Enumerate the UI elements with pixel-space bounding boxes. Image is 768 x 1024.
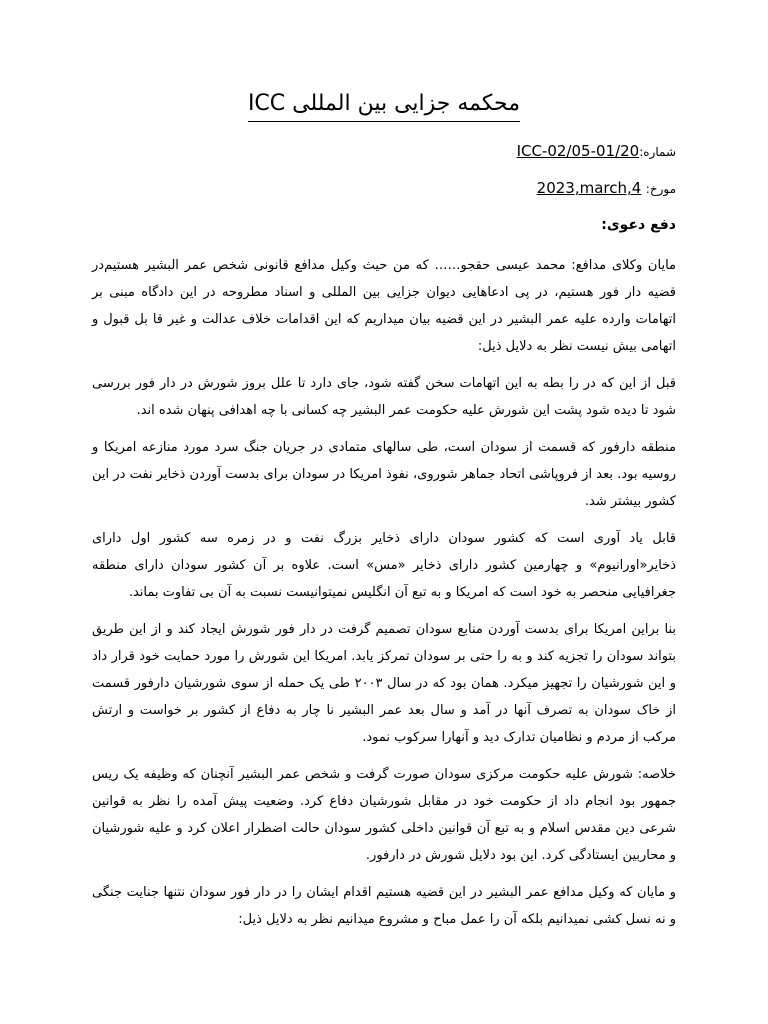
paragraph-5: بنا براین امریکا برای بدست آوردن منابع سودان تصمیم گرفت در دار فور شورش ایجاد کند و از این طریق بتواند سودان را تجزیه کند و به را حتی بر سودان تمرکز یابد. امریکا این شورش را مورد حمایت خود قرار داد و این شورشیان را تجهیز میکرد. همان بود که در سال ۲۰۰۳ طی یک حمله از سوی شورشیان دارفور قسمت از خاک سودان به تصرف آنها در آمد و سال بعد عمر البشیر نا چار به دفاع از کشور بر خواست و ارتش مرکب از مردم و نظامیان تدارک دید و آنهارا سرکوب نمود. xyxy=(92,622,676,745)
paragraph-3: منطقه دارفور که قسمت از سودان است، طی سالهای متمادی در جریان جنگ سرد مورد منازعه امریکا و روسیه بود. بعد از فروپاشی اتحاد جماهر شوروی، نفوذ امریکا در سودان برای بدست آوردن ذخایر نفت در این کشور بیشتر شد. xyxy=(92,440,676,509)
case-number-label: شماره: xyxy=(639,145,676,159)
date-value: 2023,march,4 xyxy=(536,179,642,197)
case-number-value: ICC-02/05-01/20 xyxy=(516,142,640,160)
document-title-wrap xyxy=(0,88,768,122)
paragraph-6: خلاصه: شورش علیه حکومت مرکزی سودان صورت گرفت و شخص عمر البشیر آنچنان که وظیفه یک ریس جمهور بود انجام داد از حکومت خود در مقابل شورشیان دفاع کرد. وضعیت پیش آمده را نظر به قوانین شرعی دین مقدس اسلام و به تبع آن قوانین داخلی کشور سودان حالت اضطرار اعلان کرد و علیه شورشیان و محاربین ایستادگی کرد. این بود دلایل شورش در دارفور. xyxy=(92,767,676,863)
document-date xyxy=(537,178,676,199)
paragraph-4: قابل یاد آوری است که کشور سودان دارای ذخایر بزرگ نفت و در زمره سه کشور اول دارای ذخایر«اورانیوم» و چهارمین کشور دارای ذخایر «مس» است. علاوه بر آن کشور سودان دارای منطقه جغرافیایی منحصر به خود است که امریکا و به تبع آن انگلیس نمیتوانیست نسبت به آن بی تفاوت بماند. xyxy=(92,531,676,600)
date-label: مورخ: xyxy=(645,182,676,196)
paragraph-7: و مایان که وکیل مدافع عمر البشیر در این قضیه هستیم اقدام ایشان را در دار فور سودان نتنها جنایت جنگی و نه نسل کشی نمیدانیم بلکه آن را عمل مباح و مشروع میدانیم نظر به دلایل ذیل: xyxy=(92,885,676,927)
case-number xyxy=(517,141,676,162)
defense-heading: دفع دعوی: xyxy=(601,217,676,233)
paragraph-2: قبل از این که در را بطه به این اتهامات سخن گفته شود، جای دارد تا علل بروز شورش در دار فور بررسی شود تا دیده شود پشت این شورش علیه حکومت عمر البشیر چه کسانی با چه اهدافی پنهان شده اند. xyxy=(92,376,676,418)
document-body xyxy=(92,252,676,943)
document-title: محکمه جزایی بین المللی ICC xyxy=(248,88,520,122)
paragraph-1: مایان وکلای مدافع: محمد عیسی حقجو…… که من حیث وکیل مدافع قانونی شخص عمر البشیر هستیم‌در قضیه دار فور هستیم، در پی ادعاهایی دیوان جزایی بین المللی و اسناد مطروحه در این دادگاه مبنی بر اتهامات وارده علیه عمر البشیر در این قضیه بیان میداریم که این اقدامات خلاف عدالت و غیر قا بل قبول و اتهامی بیش نیست نظر به دلایل ذیل: xyxy=(92,258,676,354)
